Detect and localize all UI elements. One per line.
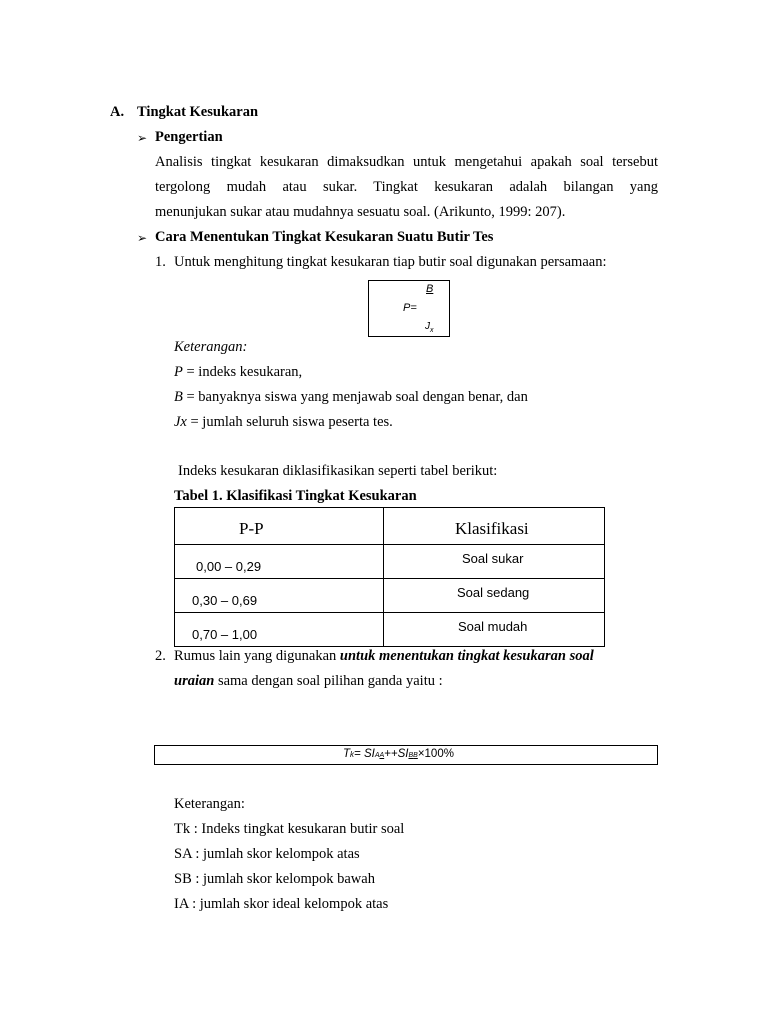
item-2-line-2: uraian sama dengan soal pilihan ganda yaitu : xyxy=(174,673,443,689)
section-title: Tingkat Kesukaran xyxy=(137,104,259,120)
bullet-arrow-icon: ➢ xyxy=(137,131,148,145)
header-pp: P-P xyxy=(239,519,264,538)
keterangan2-item: Tk : Indeks tingkat kesukaran butir soal xyxy=(174,821,405,837)
item-2-number: 2. xyxy=(155,648,166,664)
item-1-number: 1. xyxy=(155,254,166,270)
range-value: 0,70 – 1,00 xyxy=(192,627,258,642)
table-header-row xyxy=(175,508,605,545)
classification-value: Soal mudah xyxy=(458,619,528,634)
table-row xyxy=(175,579,605,613)
formula-lhs: P= xyxy=(403,302,417,314)
keterangan2-item: SB : jumlah skor kelompok bawah xyxy=(174,871,375,887)
classification-value: Soal sedang xyxy=(457,585,530,600)
keterangan2-title: Keterangan: xyxy=(174,796,245,812)
keterangan2-item: IA : jumlah skor ideal kelompok atas xyxy=(174,896,389,912)
keterangan-item-b: B = banyaknya siswa yang menjawab soal dengan benar, dan xyxy=(174,389,528,405)
table-caption: Tabel 1. Klasifikasi Tingkat Kesukaran xyxy=(174,488,417,504)
keterangan-item-jx: Jx = jumlah seluruh siswa peserta tes. xyxy=(174,414,393,430)
table-cell xyxy=(175,545,384,579)
table-cell xyxy=(175,613,384,647)
formula-denominator: $J_x$ xyxy=(425,321,434,334)
bullet-arrow-icon: ➢ xyxy=(137,231,148,245)
formula-tk: Tk= SIAA++SIBB×100% xyxy=(343,748,454,760)
pengertian-line-3: menunjukan sukar atau mudahnya sesuatu soal. (Arikunto, 1999: 207). xyxy=(155,204,566,220)
table-header-cell xyxy=(384,508,605,545)
item-2-line-1: Rumus lain yang digunakan untuk menentukan tingkat kesukaran soal xyxy=(174,648,594,664)
pengertian-line-1: Analisis tingkat kesukaran dimaksudkan untuk mengetahui apakah soal tersebut xyxy=(155,154,658,170)
klasifikasi-intro: Indeks kesukaran diklasifikasikan seperti tabel berikut: xyxy=(178,463,498,479)
keterangan-item-p: P = indeks kesukaran, xyxy=(174,364,303,380)
section-letter: A. xyxy=(110,104,125,120)
header-klasifikasi: Klasifikasi xyxy=(455,519,529,538)
table-cell xyxy=(175,579,384,613)
formula-box-p xyxy=(368,280,450,337)
keterangan-title: Keterangan: xyxy=(174,339,248,355)
item-1-text: Untuk menghitung tingkat kesukaran tiap butir soal digunakan persamaan: xyxy=(174,254,607,270)
table-cell xyxy=(384,579,605,613)
table-row xyxy=(175,545,605,579)
formula-box-tk xyxy=(154,745,658,765)
table-cell xyxy=(384,613,605,647)
formula-numerator: B xyxy=(426,283,434,295)
table-header-cell xyxy=(175,508,384,545)
range-value: 0,00 – 0,29 xyxy=(196,559,262,574)
table-cell xyxy=(384,545,605,579)
classification-value: Soal sukar xyxy=(462,551,524,566)
pengertian-heading: Pengertian xyxy=(155,129,223,145)
cara-heading: Cara Menentukan Tingkat Kesukaran Suatu Butir Tes xyxy=(155,229,494,245)
keterangan2-item: SA : jumlah skor kelompok atas xyxy=(174,846,360,862)
klasifikasi-table xyxy=(174,507,605,647)
table-row xyxy=(175,613,605,647)
range-value: 0,30 – 0,69 xyxy=(192,593,258,608)
pengertian-line-2: tergolong mudah atau sukar. Tingkat kesukaran adalah bilangan yang xyxy=(155,179,658,195)
